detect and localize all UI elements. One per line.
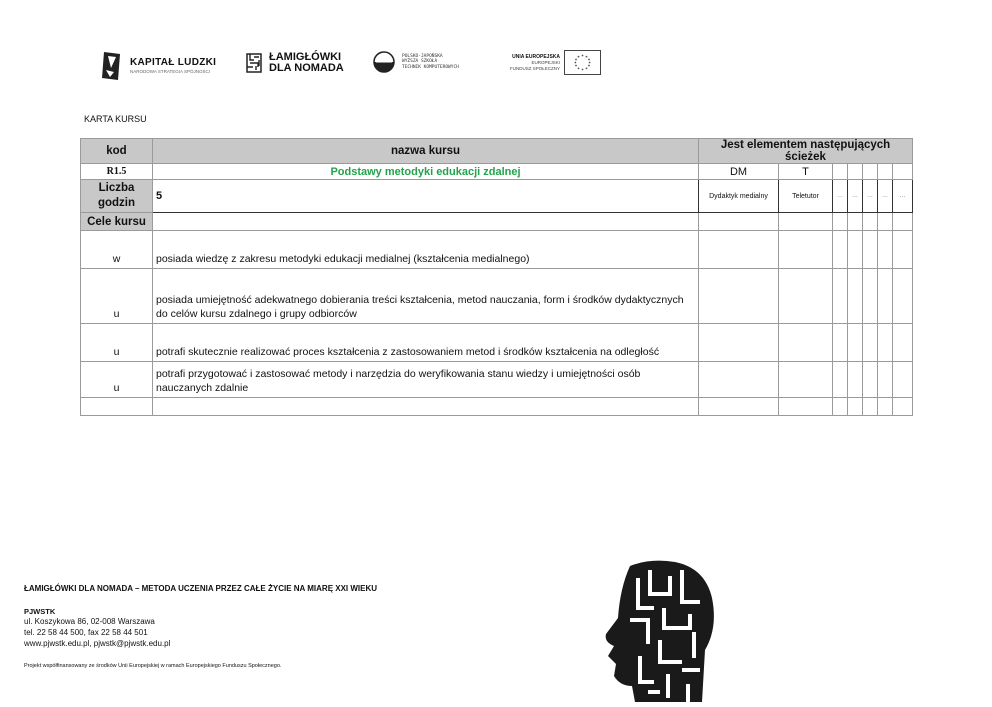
eu-flag-icon [564,50,601,75]
kapital-ludzki-title: KAPITAŁ LUDZKI [130,56,217,68]
table-header-row [81,139,913,164]
goal-type: w [81,231,153,269]
goal-row [81,324,913,362]
pjwstk-logo [372,50,459,74]
maze-head-graphic-icon [590,558,720,707]
course-name: Podstawy metodyki edukacji zdalnej [153,164,699,180]
goal-type: u [81,269,153,324]
header-nazwa-kursu: nazwa kursu [153,139,699,164]
goal-type: u [81,324,153,362]
footer-cofinancing-note: Projekt współfinansowany ze środków Unii Europejskiej w ramach Europejskiego Funduszu Społecznego. [24,663,282,669]
path-placeholder: … [863,180,878,213]
pjwstk-line3: TECHNIK KOMPUTEROWYCH [402,64,459,70]
path-dm-full: Dydaktyk medialny [699,180,779,213]
path-t-full: Teletutor [779,180,833,213]
path-placeholder: … [878,180,893,213]
footer-institution: PJWSTK [24,607,56,616]
goals-header-row [81,213,913,231]
lamiglowki-line2: DLA NOMADA [269,62,344,74]
hours-row [81,180,913,213]
kapital-ludzki-logo [100,50,216,82]
pjwstk-line2: WYŻSZA SZKOŁA [402,59,438,65]
pjwstk-emblem-icon [372,50,396,74]
footer [24,584,584,669]
footer-web: www.pjwstk.edu.pl, pjwstk@pjwstk.edu.pl [24,639,171,648]
pjwstk-line1: POLSKO-JAPOŃSKA [402,53,443,59]
footer-slogan: ŁAMIGŁÓWKI DLA NOMADA – METODA UCZENIA PRZEZ CAŁE ŻYCIE NA MIARĘ XXI WIEKU [24,584,378,593]
eu-line1: UNIA EUROPEJSKA [512,53,561,60]
course-card-table [80,138,913,416]
goal-text: potrafi skutecznie realizować proces kształcenia z zastosowaniem metod i środków kształcenia na odległość [153,324,699,362]
lamiglowki-line1: ŁAMIGŁÓWKI [269,51,342,63]
eu-line3: FUNDUSZ SPOŁECZNY [510,65,561,71]
logo-bar [100,50,620,86]
path-dm: DM [699,164,779,180]
path-placeholder: … [893,180,913,213]
footer-address: ul. Koszykowa 86, 02-008 Warszawa [24,617,155,626]
goal-type: u [81,362,153,398]
hours-value: 5 [153,180,699,213]
document-title: KARTA KURSU [84,114,147,124]
footer-phone: tel. 22 58 44 500, fax 22 58 44 501 [24,628,148,637]
eu-line2: EUROPEJSKI [531,59,561,65]
kapital-ludzki-emblem-icon [100,50,124,82]
maze-head-icon [243,50,265,76]
goal-row [81,362,913,398]
path-t: T [779,164,833,180]
goal-row [81,231,913,269]
header-kod: kod [81,139,153,164]
goal-text: posiada umiejętność adekwatnego dobierania treści kształcenia, metod nauczania, form i środków dydaktycznych do celów kursu zdalnego i grupy odbiorców [153,269,699,324]
kapital-ludzki-subtitle: NARODOWA STRATEGIA SPÓJNOŚCI [130,68,211,74]
goal-text: posiada wiedzę z zakresu metodyki edukacji medialnej (kształcenia medialnego) [153,231,699,269]
path-placeholder: … [848,180,863,213]
goal-row [81,269,913,324]
eu-logo [510,50,601,75]
header-paths: Jest elementem następujących ścieżek [699,139,913,164]
lamiglowki-logo [243,50,344,76]
goal-text: potrafi przygotować i zastosować metody i narzędzia do weryfikowania stanu wiedzy i umiejętności osób nauczanych zdalnie [153,362,699,398]
course-code: R1.5 [81,164,153,180]
empty-row [81,398,913,416]
hours-label: Liczba godzin [81,180,153,213]
path-placeholder: … [833,180,848,213]
goals-label: Cele kursu [81,213,153,231]
course-row [81,164,913,180]
